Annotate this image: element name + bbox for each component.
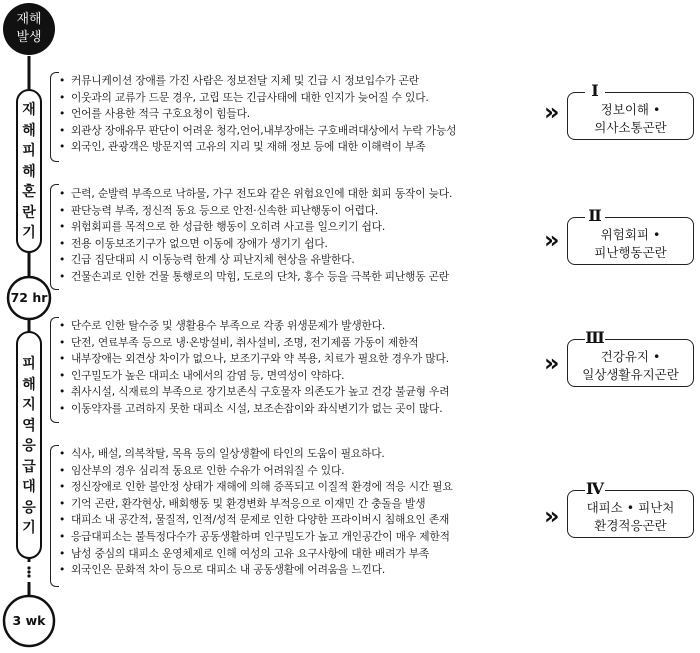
list-item: • 정신장애로 인한 불안정 상태가 재해에 의해 증폭되고 이질적 환경에 적응 시간 필요 <box>59 479 453 496</box>
list-item: • 취사시설, 식재료의 부족으로 장기보존식 구호물자 의존도가 높고 건강 불균형 우려 <box>59 384 449 401</box>
circle-start-label: 재해 발생 <box>16 12 42 45</box>
list-item: • 이동약자를 고려하지 못한 대피소 시설, 보조손잡이와 좌식변기가 없는 곳이 많다. <box>59 401 449 418</box>
list-item: • 응급대피소는 불특정다수가 공동생활하며 인구밀도가 높고 개인공간이 매우 제한적 <box>59 529 453 546</box>
category-label: 정보이해 • 의사소통곤란 <box>594 102 667 135</box>
item-group-info <box>59 73 456 156</box>
list-item: • 외국인은 문화적 차이 등으로 대피소 내 공동생활에 어려움을 느낀다. <box>59 562 453 579</box>
chevron-right-icon: » <box>544 98 560 126</box>
list-item: • 인구밀도가 높은 대피소 내에서의 감염 등, 면역성이 약하다. <box>59 368 449 385</box>
list-item: • 위험회피를 목적으로 한 성급한 행동이 오히려 사고를 일으키기 쉽다. <box>59 219 452 236</box>
list-item: • 기억 곤란, 환각현상, 배회행동 및 환경변화 부적응으로 이재민 간 충돌을 발생 <box>59 496 453 513</box>
list-item: • 외관상 장애유무 판단이 어려운 청각,언어,내부장애는 구호배려대상에서 누락 가능성 <box>59 123 456 140</box>
category-label: 대피소 • 피난처 환경적응곤란 <box>586 500 675 533</box>
category-number: Ⅳ <box>585 479 605 498</box>
list-item: • 대피소 내 공간적, 물질적, 인적/성적 문제로 인한 다양한 프라이버시 침해요인 존재 <box>59 512 453 529</box>
chevron-right-icon: » <box>544 349 560 377</box>
timeline-dot <box>27 570 30 573</box>
list-item: • 외국인, 관광객은 방문지역 고유의 지리 및 재해 정보 등에 대한 이해력이 부족 <box>59 139 456 156</box>
chevron-right-icon: » <box>544 502 560 530</box>
phase-label-emergency-response: 피해지역응급대응기 <box>22 356 36 536</box>
group-bracket <box>50 184 59 290</box>
category-label: 건강유지 • 일상생활유지곤란 <box>582 349 679 382</box>
list-item: • 식사, 배설, 의복착탈, 목욕 등의 일상생활에 타인의 도움이 필요하다. <box>59 446 453 463</box>
list-item: • 임산부의 경우 심리적 동요로 인한 수유가 어려워질 수 있다. <box>59 463 453 480</box>
group-bracket <box>50 317 59 423</box>
list-item: • 건물손괴로 인한 건물 통행로의 막힘, 도로의 단차, 홍수 등을 극복한 피난행동 곤란 <box>59 269 452 286</box>
category-box-2 <box>567 217 694 265</box>
list-item: • 언어를 사용한 적극 구호요청이 힘들다. <box>59 106 456 123</box>
category-number: Ⅲ <box>585 328 605 347</box>
phase-label-disaster-confusion: 재해피해혼란기 <box>22 102 36 241</box>
list-item: • 커뮤니케이션 장애를 가진 사람은 정보전달 지체 및 긴급 시 정보입수가 곤란 <box>59 73 456 90</box>
list-item: • 단전, 연료부족 등으로 냉·온방설비, 취사설비, 조명, 전기제품 가동이 제한적 <box>59 335 449 352</box>
list-item: • 긴급 집단대피 시 이동능력 한계 상 피난지체 현상을 유발한다. <box>59 252 452 269</box>
list-item: • 근력, 순발력 부족으로 낙하물, 가구 전도와 같은 위험요인에 대한 회피 동작이 늦다. <box>59 186 452 203</box>
circle-72hr-label: 72 hr <box>10 290 48 305</box>
group-bracket <box>50 72 59 162</box>
item-group-shelter <box>59 446 453 579</box>
item-group-evacuation <box>59 186 452 286</box>
chevron-right-icon: » <box>544 226 560 254</box>
list-item: • 이웃과의 교류가 드문 경우, 고립 또는 긴급사태에 대한 인지가 늦어질 수 있다. <box>59 90 456 107</box>
timeline-dot <box>27 574 30 577</box>
category-box-1 <box>567 92 694 140</box>
list-item: • 내부장애는 외견상 차이가 없으나, 보조기구와 약 복용, 치료가 필요한 경우가 많다. <box>59 351 449 368</box>
category-number: Ⅰ <box>585 83 605 99</box>
list-item: • 남성 중심의 대피소 운영체제로 인해 여성의 고유 요구사항에 대한 배려가 부족 <box>59 546 453 563</box>
list-item: • 단수로 인한 탈수증 및 생활용수 부족으로 각종 위생문제가 발생한다. <box>59 318 449 335</box>
list-item: • 전용 이동보조기구가 없으면 이동에 장애가 생기기 쉽다. <box>59 236 452 253</box>
circle-3wk-label: 3 wk <box>12 613 46 628</box>
category-label: 위험회피 • 피난행동곤란 <box>594 227 667 260</box>
category-number: Ⅱ <box>585 208 605 224</box>
item-group-health <box>59 318 449 418</box>
timeline-dot <box>27 566 30 569</box>
list-item: • 판단능력 부족, 정신적 동요 등으로 안전·신속한 피난행동이 어렵다. <box>59 203 452 220</box>
group-bracket <box>50 445 59 587</box>
